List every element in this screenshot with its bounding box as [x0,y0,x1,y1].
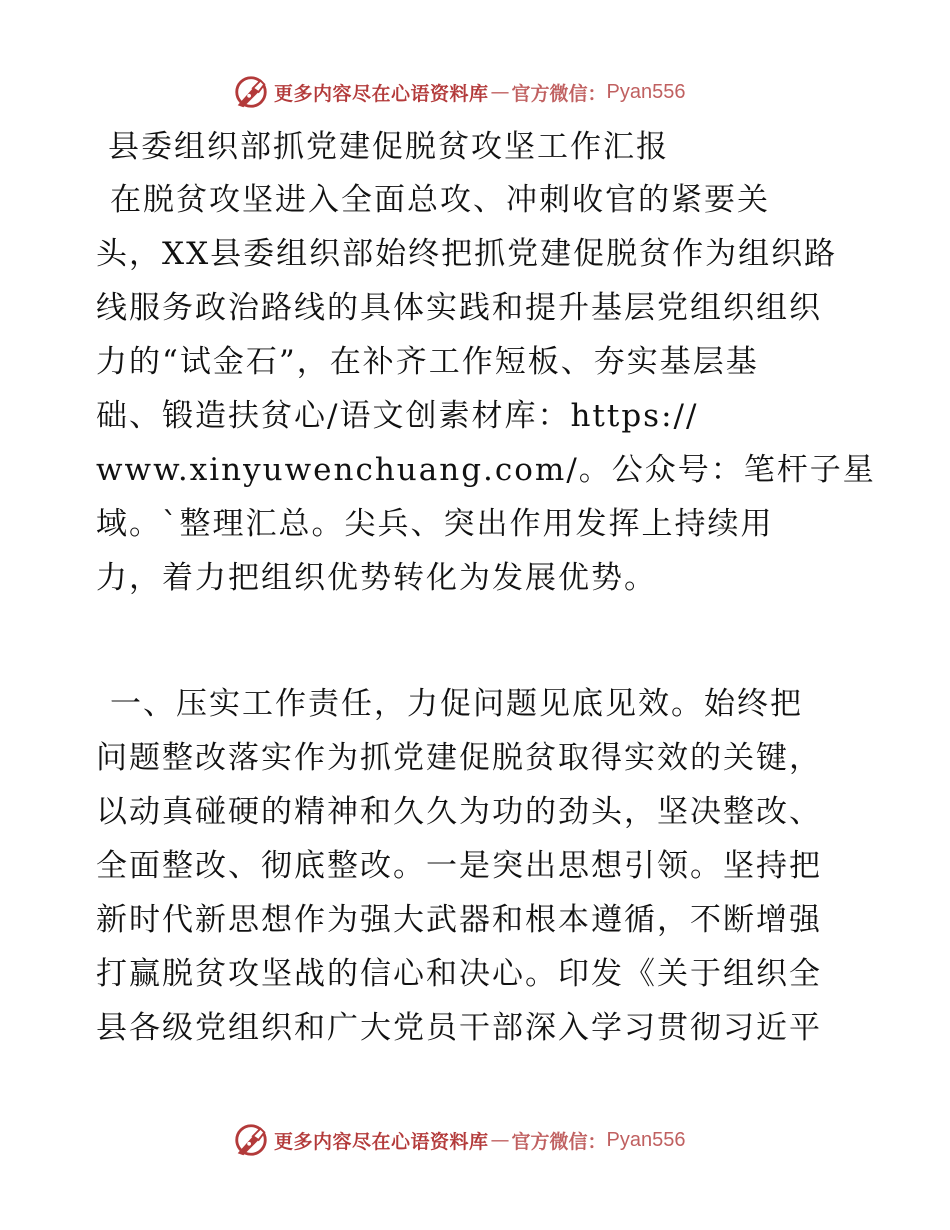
paragraph-line: 问题整改落实作为抓党建促脱贫取得实效的关键， [96,740,822,776]
watermark-text: 更多内容尽在心语资料库 [274,1130,489,1153]
watermark-dash: — [490,1129,510,1151]
paragraph-line: 以动真碰硬的精神和久久为功的劲头，坚决整改、 [96,794,822,830]
pen-nib-logo-icon [232,1121,270,1159]
paragraph-intro [96,173,876,605]
paragraph-line: 打赢脱贫攻坚战的信心和决心。印发《关于组织全 [96,956,822,992]
paragraph-line: 一、压实工作责任，力促问题见底见效。始终把 [110,686,803,722]
paragraph-line: www.xinyuwenchuang.com/。公众号：笔杆子星 [96,452,876,488]
pen-nib-logo-icon [232,73,270,111]
paragraph-section-one [96,677,866,1055]
paragraph-line: 础、锻造扶贫心/语文创素材库：https:// [96,398,699,434]
paragraph-line: 力的“试金石”，在补齐工作短板、夯实基层基 [96,344,759,380]
paragraph-line: 头，XX县委组织部始终把抓党建促脱贫作为组织路 [96,236,838,272]
watermark-wechat-label: 官方微信： [511,1130,607,1153]
paragraph-line: 县各级党组织和广大党员干部深入学习贯彻习近平 [96,1010,822,1046]
paragraph-line: 力，着力把组织优势转化为发展优势。 [96,560,657,596]
paragraph-line: 线服务政治路线的具体实践和提升基层党组织组织 [96,290,822,326]
watermark-banner-bottom [232,1120,686,1160]
paragraph-line: 域。`整理汇总。尖兵、突出作用发挥上持续用 [96,506,774,542]
paragraph-line: 在脱贫攻坚进入全面总攻、冲刺收官的紧要关 [110,182,770,218]
watermark-banner-top [232,72,686,112]
watermark-wechat-id: Pyan556 [606,1128,686,1151]
document-title: 县委组织部抓党建促脱贫攻坚工作汇报 [108,129,669,165]
watermark-dash: — [490,81,510,103]
watermark-text: 更多内容尽在心语资料库 [274,82,489,105]
paragraph-line: 新时代新思想作为强大武器和根本遵循，不断增强 [96,902,822,938]
watermark-wechat-label: 官方微信： [511,82,607,105]
paragraph-line: 全面整改、彻底整改。一是突出思想引领。坚持把 [96,848,822,884]
watermark-wechat-id: Pyan556 [606,80,686,103]
